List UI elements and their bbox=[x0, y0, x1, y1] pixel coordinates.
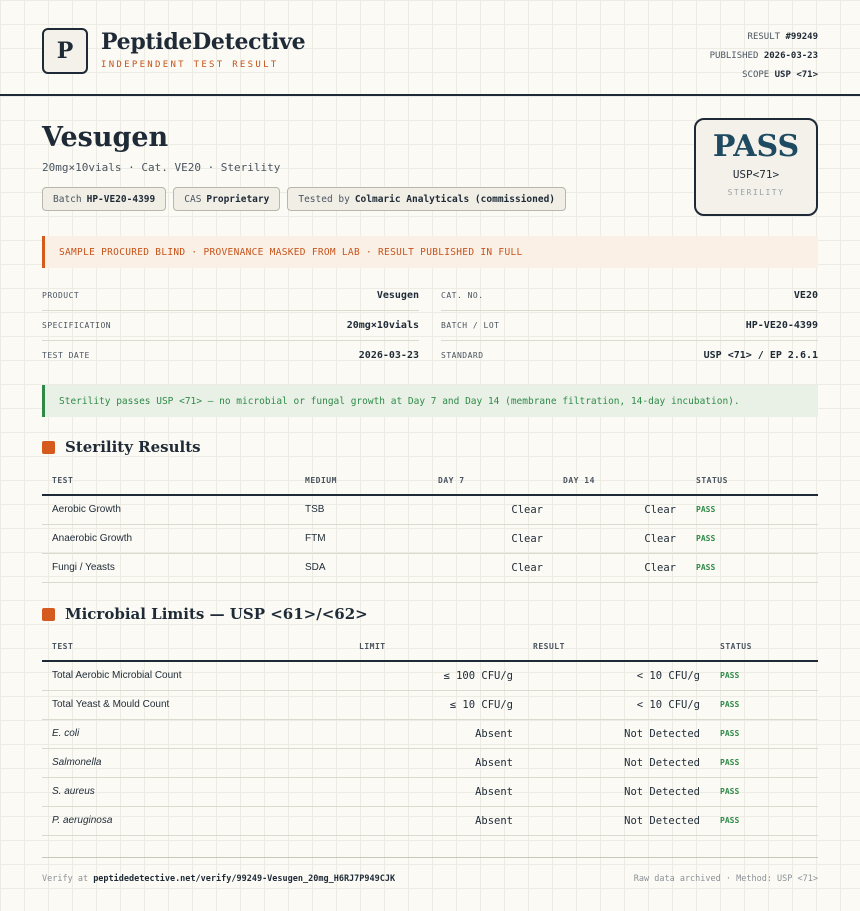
table-row: P. aeruginosa Absent Not Detected PASS bbox=[42, 806, 818, 835]
cas-chip: CAS Proprietary bbox=[173, 187, 280, 211]
product-chips bbox=[42, 187, 566, 211]
status-badge: PASS bbox=[710, 748, 818, 777]
sterility-section-title: Sterility Results bbox=[42, 438, 201, 456]
report-header bbox=[0, 0, 860, 96]
status-badge: PASS bbox=[710, 661, 818, 690]
info-standard: STANDARD USP <71> / EP 2.6.1 bbox=[441, 350, 818, 361]
published-date: PUBLISHED 2026-03-23 bbox=[709, 51, 818, 61]
verify-link[interactable]: peptidedetective.net/verify/99249-Vesugen_20mg_H6RJ7P949CJK bbox=[93, 874, 396, 884]
info-cat-no: CAT. NO. VE20 bbox=[441, 281, 818, 311]
table-row: S. aureus Absent Not Detected PASS bbox=[42, 777, 818, 806]
batch-chip: Batch HP-VE20-4399 bbox=[42, 187, 166, 211]
sterility-table bbox=[42, 467, 818, 583]
stamp-standard: USP<71> bbox=[732, 168, 780, 181]
procurement-notice: SAMPLE PROCURED BLIND · PROVENANCE MASKED FROM LAB · RESULT PUBLISHED IN FULL bbox=[42, 236, 818, 268]
pass-stamp bbox=[694, 118, 818, 216]
table-row: Fungi / Yeasts SDA Clear Clear PASS bbox=[42, 553, 818, 582]
section-marker-icon bbox=[42, 608, 55, 621]
table-row: Anaerobic Growth FTM Clear Clear PASS bbox=[42, 524, 818, 553]
status-badge: PASS bbox=[686, 553, 818, 582]
product-subtitle: 20mg×10vials · Cat. VE20 · Sterility bbox=[42, 161, 281, 174]
brand-name: PeptideDetective bbox=[101, 29, 306, 55]
table-row: Total Yeast & Mould Count ≤ 10 CFU/g < 10 CFU/g PASS bbox=[42, 690, 818, 719]
stamp-scope: STERILITY bbox=[727, 188, 785, 197]
table-header-row: TEST LIMIT RESULT STATUS bbox=[42, 633, 818, 661]
table-row: Total Aerobic Microbial Count ≤ 100 CFU/g < 10 CFU/g PASS bbox=[42, 661, 818, 690]
status-badge: PASS bbox=[710, 690, 818, 719]
status-badge: PASS bbox=[710, 777, 818, 806]
status-badge: PASS bbox=[686, 524, 818, 553]
product-title: Vesugen bbox=[42, 122, 169, 153]
summary-banner: Sterility passes USP <71> — no microbial or fungal growth at Day 7 and Day 14 (membrane filtration, 14-day incubation). bbox=[42, 385, 818, 417]
brand-logo: P bbox=[42, 28, 88, 74]
section-marker-icon bbox=[42, 441, 55, 454]
info-specification: SPECIFICATION 20mg×10vials bbox=[42, 311, 419, 341]
info-batch: BATCH / LOT HP-VE20-4399 bbox=[441, 311, 818, 341]
test-scope: SCOPE USP <71> bbox=[742, 70, 818, 80]
tested-by-chip: Tested by Colmaric Analyticals (commissioned) bbox=[287, 187, 566, 211]
table-row: E. coli Absent Not Detected PASS bbox=[42, 719, 818, 748]
table-row: Aerobic Growth TSB Clear Clear PASS bbox=[42, 495, 818, 524]
status-badge: PASS bbox=[710, 719, 818, 748]
status-badge: PASS bbox=[710, 806, 818, 835]
table-row: Salmonella Absent Not Detected PASS bbox=[42, 748, 818, 777]
info-product: PRODUCT Vesugen bbox=[42, 281, 419, 311]
report-footer bbox=[42, 857, 818, 884]
method-note: Raw data archived · Method: USP <71> bbox=[633, 874, 818, 884]
microbial-section-title: Microbial Limits — USP <61>/<62> bbox=[42, 605, 368, 623]
verify-line: Verify at peptidedetective.net/verify/99249-Vesugen_20mg_H6RJ7P949CJK bbox=[42, 874, 396, 884]
report-meta bbox=[710, 28, 818, 85]
verdict: PASS bbox=[712, 129, 800, 164]
info-test-date: TEST DATE 2026-03-23 bbox=[42, 350, 419, 361]
status-badge: PASS bbox=[686, 495, 818, 524]
result-id: RESULT #99249 bbox=[747, 32, 818, 42]
microbial-limits-table bbox=[42, 633, 818, 836]
table-header-row: TEST MEDIUM DAY 7 DAY 14 STATUS bbox=[42, 467, 818, 495]
brand-tagline: INDEPENDENT TEST RESULT bbox=[101, 60, 279, 70]
